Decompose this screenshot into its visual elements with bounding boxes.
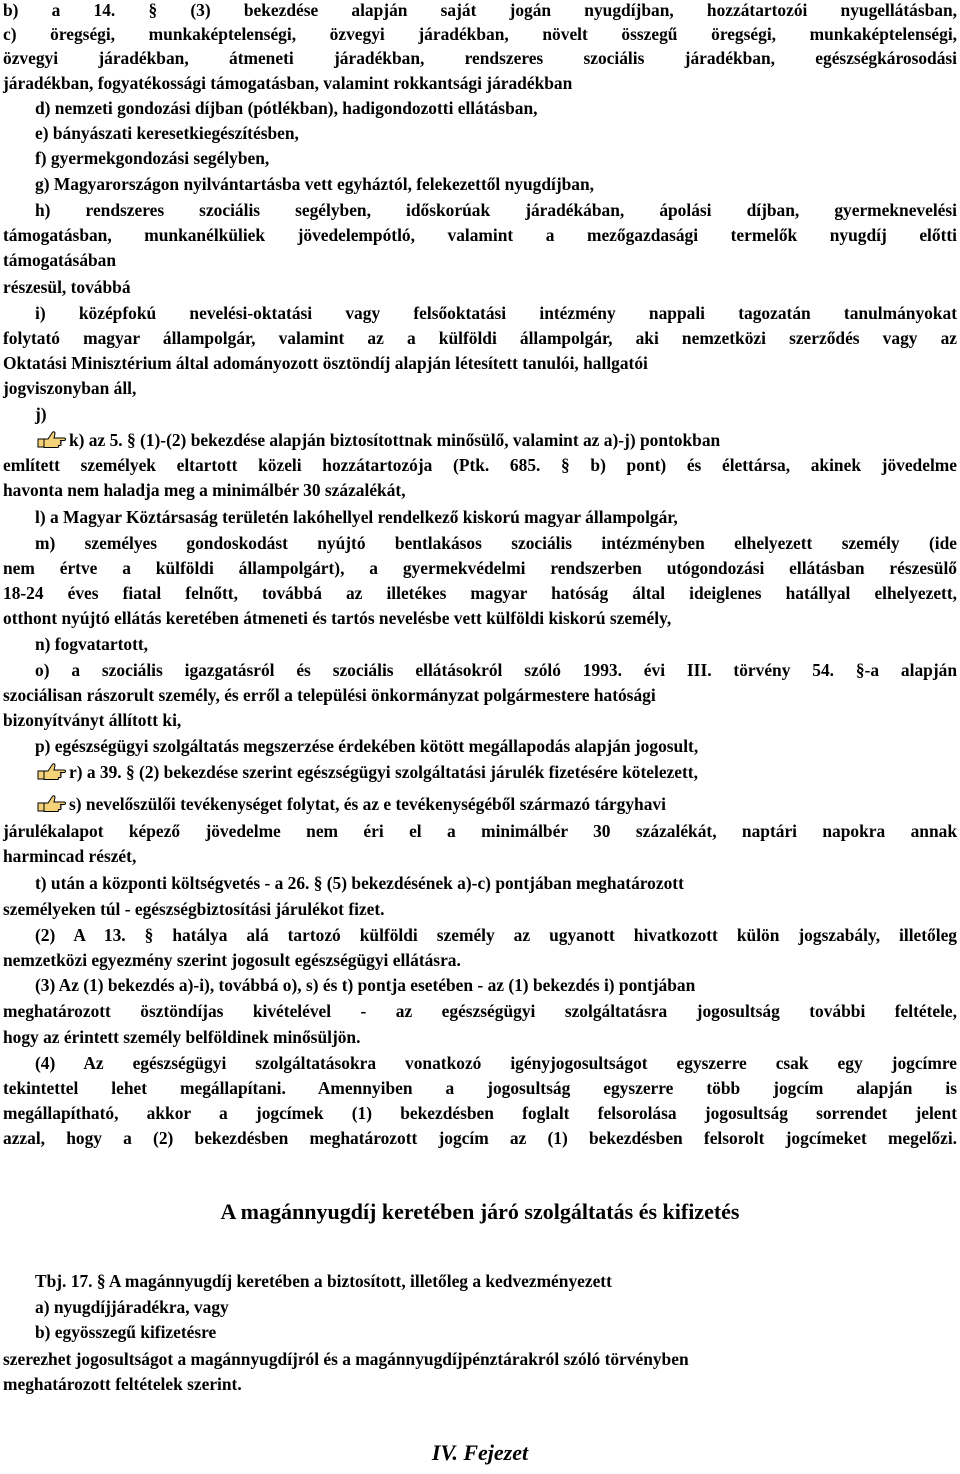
text-line: e) bányászati keresetkiegészítésben,: [35, 123, 299, 143]
text-line: hogy az érintett személy belföldinek minősüljön.: [3, 1027, 361, 1047]
text-line: i) középfokú nevelési-oktatási vagy felsőoktatási intézmény nappali tagozatán tanulmányokat: [35, 303, 957, 323]
text-line: b) a 14. § (3) bekezdése alapján saját jogán nyugdíjban, hozzátartozói nyugellátásban,: [3, 0, 957, 20]
text-line: említett személyek eltartott közeli hozzátartozója (Ptk. 685. § b) pont) és élettársa, akinek jövedelme: [3, 455, 957, 475]
text-line: l) a Magyar Köztársaság területén lakóhellyel rendelkező kiskorú magyar állampolgár,: [35, 507, 678, 527]
text-line: h) rendszeres szociális segélyben, időskorúak járadékában, ápolási díjban, gyermeknevelési: [35, 200, 957, 220]
text-line: járulékalapot képező jövedelme nem éri el a minimálbér 30 százalékát, naptári napokra annak: [3, 821, 957, 841]
text-line: nemzetközi egyezmény szerint jogosult egészségügyi ellátásra.: [3, 950, 461, 970]
text-line: azzal, hogy a (2) bekezdésben meghatározott jogcím az (1) bekezdésben felsorolt jogcímeket megelőzi.: [3, 1128, 957, 1148]
text-line: megállapítható, akkor a jogcímek (1) bekezdésben foglalt felsorolása jogosultság sorrendet jelent: [3, 1103, 957, 1123]
text-line: meghatározott feltételek szerint.: [3, 1374, 242, 1394]
text-line: személyeken túl - egészségbiztosítási járulékot fizet.: [3, 899, 385, 919]
text-line: t) után a központi költségvetés - a 26. § (5) bekezdésének a)-c) pontjában meghatározott: [35, 873, 684, 893]
text-line: nem értve a külföldi állampolgárt), a gyermekvédelmi rendszerben utógondozási ellátásban részesülő: [3, 558, 957, 578]
chapter-heading: IV. Fejezet: [431, 1440, 529, 1465]
text-line: szociálisan rászorult személy, és erről a települési önkormányzat polgármestere hatósági: [3, 685, 656, 705]
text-line: (2) A 13. § hatálya alá tartozó külföldi személy az ugyanott hivatkozott külön jogszabály, illetőleg: [35, 925, 957, 945]
text-line: otthont nyújtó ellátás keretében átmeneti és tartós nevelésbe vett külföldi kiskorú személy,: [3, 608, 672, 628]
text-line: harmincad részét,: [3, 846, 137, 866]
text-line: n) fogvatartott,: [35, 634, 149, 654]
section-title: A magánnyugdíj keretében járó szolgáltatás és kifizetés: [220, 1199, 740, 1224]
text-line: o) a szociális igazgatásról és szociális ellátásokról szóló 1993. évi III. törvény 54. §-a alapján: [35, 660, 957, 680]
text-line: támogatásában: [3, 250, 117, 270]
text-line: tekintettel lehet megállapítani. Amennyiben a jogosultság egyszerre több jogcím alapján is: [3, 1078, 957, 1098]
text-line: k) az 5. § (1)-(2) bekezdése alapján biztosítottnak minősülő, valamint az a)-j) pontokban: [69, 430, 721, 450]
text-line: a) nyugdíjjáradékra, vagy: [35, 1297, 229, 1317]
text-line: c) öregségi, munkaképtelenségi, özvegyi járadékban, növelt összegű öregségi, munkaképtelenségi,: [3, 24, 957, 44]
text-line: m) személyes gondoskodást nyújtó bentlakásos szociális intézményben elhelyezett személy (ide: [35, 533, 957, 553]
text-line: havonta nem haladja meg a minimálbér 30 százalékát,: [3, 480, 406, 500]
text-line: p) egészségügyi szolgáltatás megszerzése érdekében kötött megállapodás alapján jogosult,: [35, 736, 699, 756]
text-line: Tbj. 17. § A magánnyugdíj keretében a biztosított, illetőleg a kedvezményezett: [35, 1271, 612, 1291]
text-line-with-icon: [36, 430, 720, 450]
text-line: támogatásban, munkanélküliek jövedelempótló, valamint a mezőgazdasági termelők nyugdíj előtti: [3, 225, 957, 245]
text-line: 18-24 éves fiatal felnőtt, továbbá az illetékes magyar hatóság által ideiglenes hatállyal elhelyezett,: [3, 583, 957, 603]
text-line: f) gyermekgondozási segélyben,: [35, 148, 270, 168]
text-line: (3) Az (1) bekezdés a)-i), továbbá o), s) és t) pontja esetében - az (1) bekezdés i) pontjában: [35, 975, 696, 995]
text-line: járadékban, fogyatékossági támogatásban, valamint rokkantsági járadékban: [3, 73, 573, 93]
text-line-with-icon: [36, 762, 698, 782]
text-line: folytató magyar állampolgár, valamint az a külföldi állampolgár, aki nemzetközi szerződés vagy az: [3, 328, 957, 348]
text-line-with-icon: [36, 794, 666, 814]
text-line: (4) Az egészségügyi szolgáltatásokra vonatkozó igényjogosultságot egyszerre csak egy jogcímre: [35, 1053, 957, 1073]
text-line: bizonyítványt állított ki,: [3, 710, 182, 730]
pointing-hand-icon[interactable]: [36, 794, 68, 812]
text-line: szerezhet jogosultságot a magánnyugdíjról és a magánnyugdíjpénztárakról szóló törvényben: [3, 1349, 689, 1369]
text-line: b) egyösszegű kifizetésre: [35, 1322, 217, 1342]
text-line: Oktatási Minisztérium által adományozott ösztöndíj alapján létesített tanulói, hallgatói: [3, 353, 648, 373]
text-line: jogviszonyban áll,: [3, 378, 137, 398]
text-line: meghatározott ösztöndíjas kivételével - az egészségügyi szolgáltatásra jogosultság további feltétele,: [3, 1001, 957, 1021]
text-line: j): [35, 404, 47, 424]
text-line: g) Magyarországon nyilvántartásba vett egyháztól, felekezettől nyugdíjban,: [35, 174, 595, 194]
text-line: özvegyi járadékban, átmeneti járadékban, rendszeres szociális járadékban, egészségkárosodási: [3, 48, 957, 68]
text-line: d) nemzeti gondozási díjban (pótlékban), hadigondozotti ellátásban,: [35, 98, 538, 118]
text-line: részesül, továbbá: [3, 277, 131, 297]
text-line: r) a 39. § (2) bekezdése szerint egészségügyi szolgáltatási járulék fizetésére kötelezett,: [69, 762, 698, 782]
pointing-hand-icon[interactable]: [36, 762, 68, 780]
text-line: s) nevelőszülői tevékenységet folytat, és az e tevékenységéből származó tárgyhavi: [69, 794, 666, 814]
pointing-hand-icon[interactable]: [36, 430, 68, 448]
